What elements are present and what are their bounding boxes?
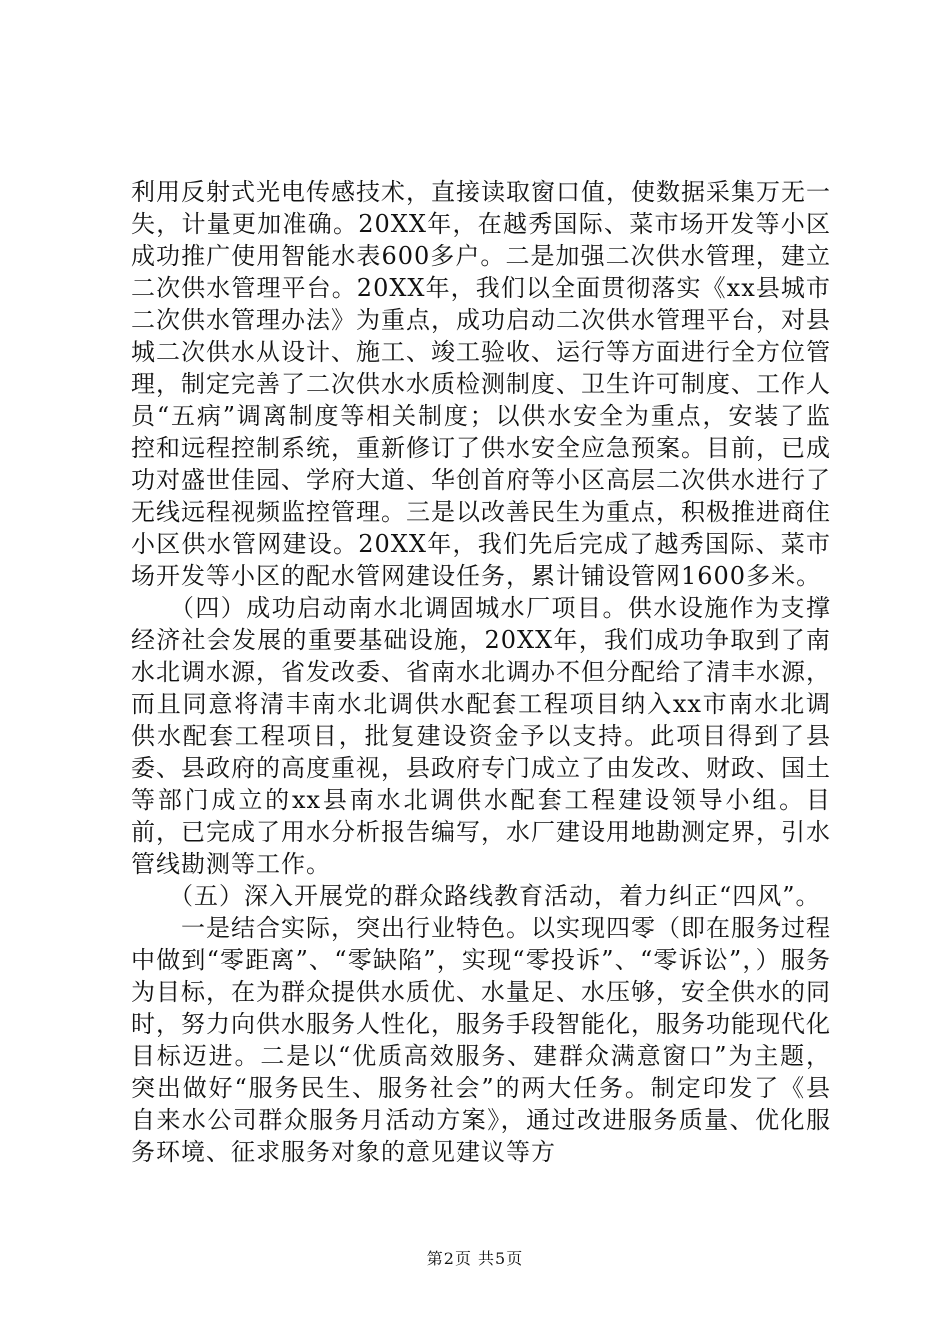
- paragraph-2: （四）成功启动南水北调固城水厂项目。供水设施作为支撑经济社会发展的重要基础设施，20XX年，我们成功争取到了南水北调水源，省发改委、省南水北调办不但分配给了清丰水源，而且同意将清丰南水北调供水配套工程项目纳入xx市南水北调供水配套工程项目，批复建设资金予以支持。此项目得到了县委、县政府的高度重视，县政府专门成立了由发改、财政、国土等部门成立的xx县南水北调供水配套工程建设领导小组。目前，已完成了用水分析报告编写，水厂建设用地勘测定界，引水管线勘测等工作。: [131, 594, 831, 878]
- paragraph-3: （五）深入开展党的群众路线教育活动，着力纠正“四风”。: [131, 882, 821, 910]
- paragraph-4: 一是结合实际，突出行业特色。以实现四零（即在服务过程中做到“零距离”、“零缺陷”，实现“零投诉”、“零诉讼”，）服务为目标，在为群众提供水质优、水量足、水压够，安全供水的同时，努力向供水服务人性化，服务手段智能化，服务功能现代化目标迈进。二是以“优质高效服务、建群众满意窗口”为主题，突出做好“服务民生、服务社会”的两大任务。制定印发了《县自来水公司群众服务月活动方案》，通过改进服务质量、优化服务环境、征求服务对象的意见建议等方: [131, 914, 831, 1166]
- document-body: [131, 176, 831, 1168]
- page-number-footer: 第2页 共5页: [426, 1249, 524, 1268]
- paragraph-1: 利用反射式光电传感技术，直接读取窗口值，使数据采集万无一失，计量更加准确。20XX年，在越秀国际、菜市场开发等小区成功推广使用智能水表600多户。二是加强二次供水管理，建立二次供水管理平台。20XX年，我们以全面贯彻落实《xx县城市二次供水管理办法》为重点，成功启动二次供水管理平台，对县城二次供水从设计、施工、竣工验收、运行等方面进行全方位管理，制定完善了二次供水水质检测制度、卫生许可制度、工作人员“五病”调离制度等相关制度；以供水安全为重点，安装了监控和远程控制系统，重新修订了供水安全应急预案。目前，已成功对盛世佳园、学府大道、华创首府等小区高层二次供水进行了无线远程视频监控管理。三是以改善民生为重点，积极推进商住小区供水管网建设。20XX年，我们先后完成了越秀国际、菜市场开发等小区的配水管网建设任务，累计铺设管网1600多米。: [131, 178, 831, 590]
